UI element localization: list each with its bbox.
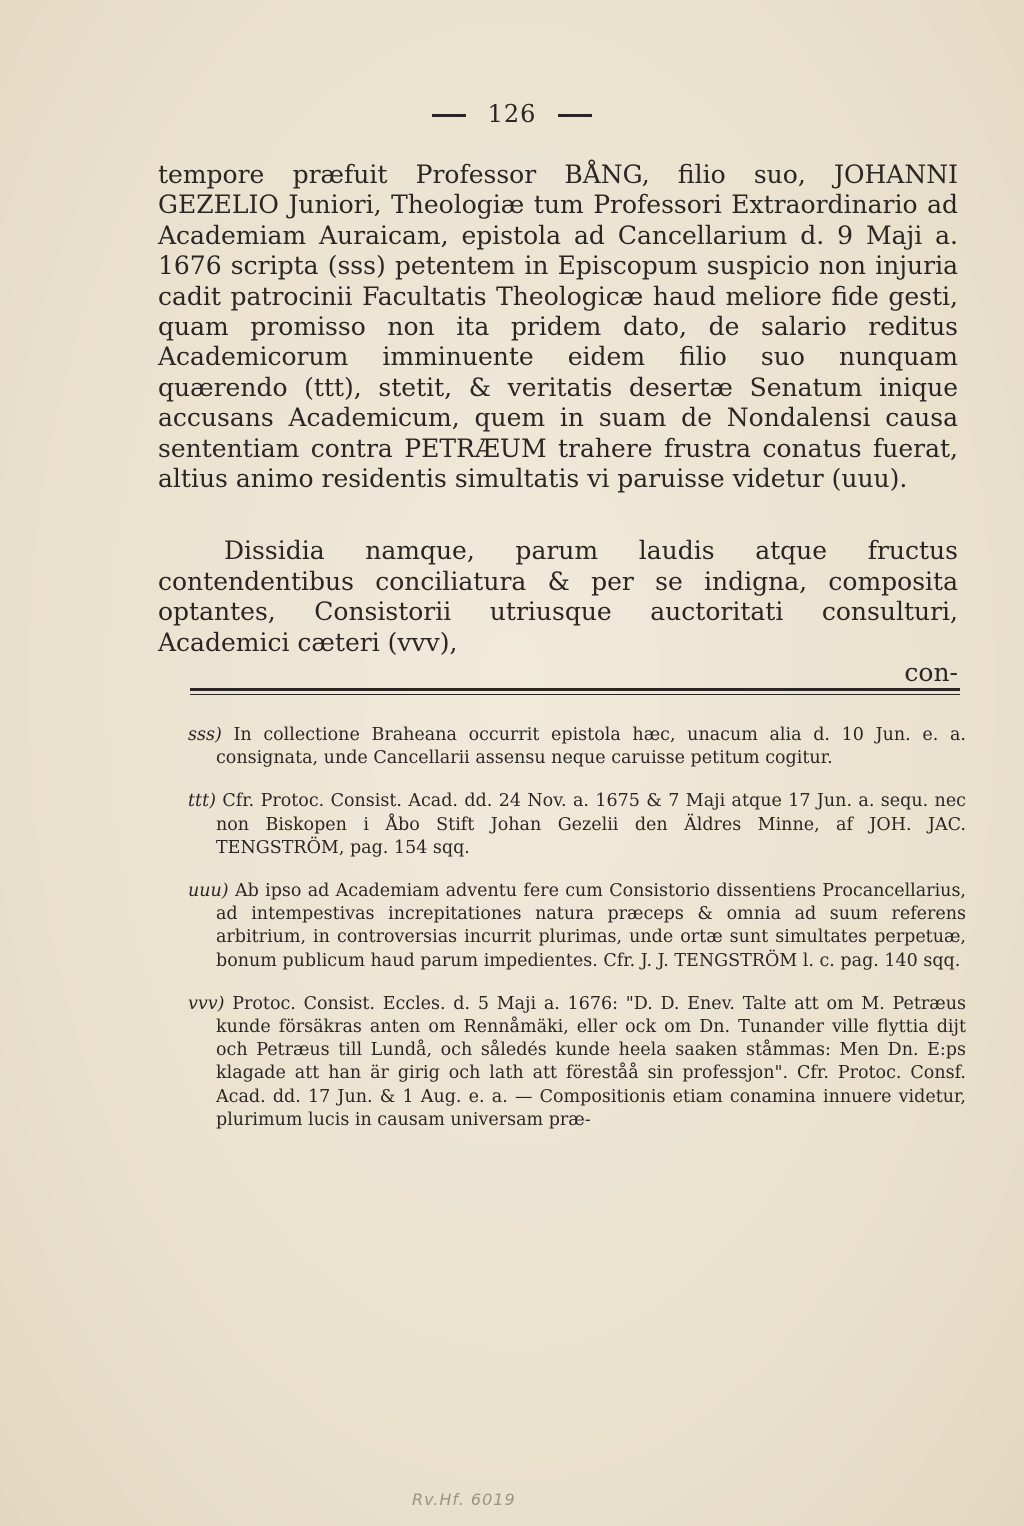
main-text xyxy=(158,160,958,689)
footnote-mark: vvv) xyxy=(188,993,225,1014)
page-number: 126 xyxy=(487,100,537,128)
footnote-text: Cfr. Protoc. Consist. Acad. dd. 24 Nov. a. 1675 & 7 Maji atque 17 Jun. a. sequ. nec non Biskopen i Åbo Stift Johan Gezelii den Äldres Minne, af JOH. JAC. TENGSTRÖM, pag. 154 sqq. xyxy=(216,791,966,858)
footnotes xyxy=(188,724,966,1152)
footnote-rule xyxy=(190,688,960,691)
library-stamp: Rv.Hf. 6019 xyxy=(412,1490,516,1509)
footnote-text: Ab ipso ad Academiam adventu fere cum Consistorio dissentiens Procancellarius, ad intempestivas increpitationes natura præceps & omnia ad suum referens arbitrium, in controversias incurrit plurimas, unde ortæ sunt simultates perpetuæ, bonum publicum haud parum impedientes. Cfr. J. J. TENGSTRÖM l. c. pag. 140 sqq. xyxy=(216,881,966,971)
header-dash-left xyxy=(432,114,466,117)
header-dash-right xyxy=(558,114,592,117)
footnote-rule-thin xyxy=(190,694,960,695)
main-paragraph-1: tempore præfuit Professor BÅNG, filio suo, JOHANNI GEZELIO Juniori, Theologiæ tum Professori Extraordinario ad Academiam Auraicam, epistola ad Cancellarium d. 9 Maji a. 1676 scripta (sss) petentem in Episcopum suspicio non injuria cadit patrocinii Facultatis Theologicæ haud meliore fide gesti, quam promisso non ita pridem dato, de salario reditus Academicorum imminuente eidem filio suo nunquam quærendo (ttt), stetit, & veritatis desertæ Senatum inique accusans Academicum, quem in suam de Nondalensi causa sententiam contra PETRÆUM trahere frustra conatus fuerat, altius animo residentis simultatis vi paruisse videtur (uuu). xyxy=(158,160,958,494)
footnote-vvv xyxy=(188,993,966,1132)
footnote-mark: sss) xyxy=(188,725,222,745)
footnote-uuu xyxy=(188,880,966,973)
catchword: con- xyxy=(904,658,958,688)
footnote-text: In collectione Braheana occurrit epistola hæc, unacum alia d. 10 Jun. e. a. consignata, unde Cancellarii assensu neque caruisse petitum cogitur. xyxy=(216,725,966,769)
footnote-mark: uuu) xyxy=(188,881,229,902)
footnote-text: Protoc. Consist. Eccles. d. 5 Maji a. 1676: "D. D. Enev. Talte att om M. Petræus kunde försäkras anten om Rennåmäki, eller ock om Dn. Tunander ville flyttia dijt och Petræus till Lundå, och såledés kunde heela saaken ståmmas: Men Dn. E:ps klagade att han är girig och lath att föreståå sin professjon". Cfr. Protoc. Consf. Acad. dd. 17 Jun. & 1 Aug. e. a. — Compositionis etiam conamina innuere videtur, plurimum lucis in causam universam præ- xyxy=(216,993,966,1130)
main-paragraph-2: Dissidia namque, parum laudis atque fructus contendentibus conciliatura & per se indigna, composita optantes, Consistorii utriusque auctoritati consulturi, Academici cæteri (vvv), xyxy=(158,536,958,657)
footnote-mark: ttt) xyxy=(188,791,216,812)
page-header xyxy=(0,100,1024,128)
footnote-ttt xyxy=(188,790,966,860)
footnote-sss xyxy=(188,724,966,770)
